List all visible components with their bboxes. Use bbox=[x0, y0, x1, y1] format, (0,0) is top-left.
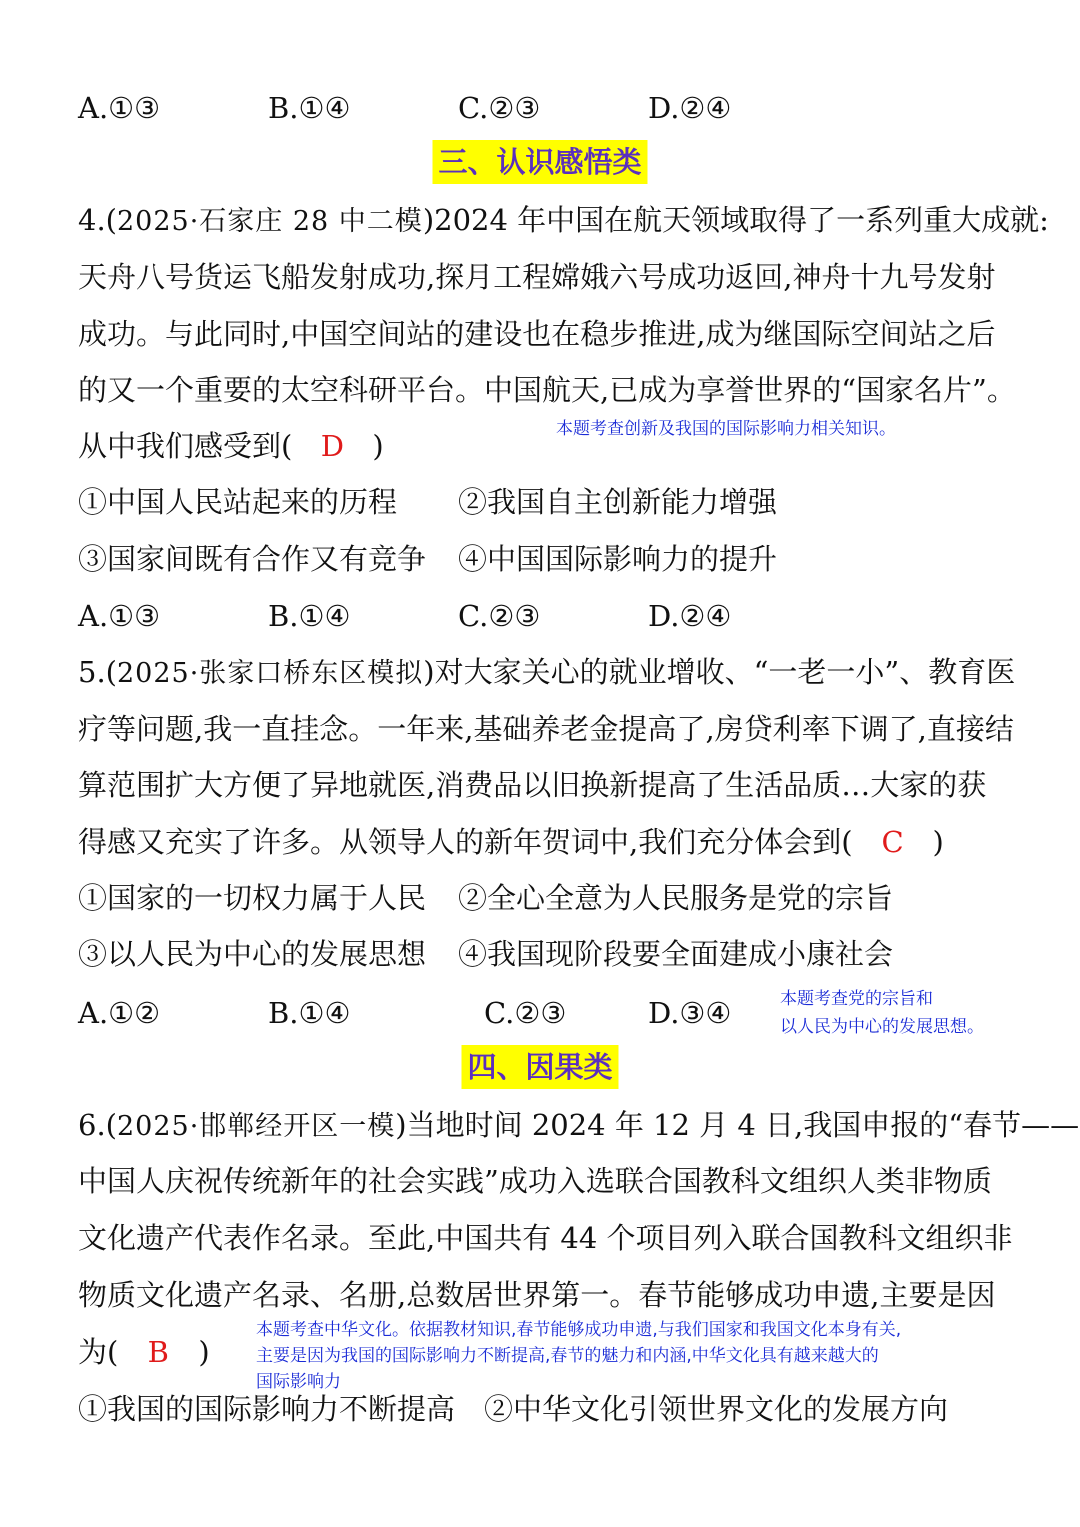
q4-line-1 bbox=[78, 202, 1049, 240]
q4-stem-end: 从中我们感受到( bbox=[78, 429, 293, 463]
q5-line-1-text: )对大家关心的就业增收、“一老一小”、教育医 bbox=[423, 655, 1016, 689]
q5-number: 5.( bbox=[78, 655, 117, 689]
q4-stem-close: ) bbox=[372, 429, 384, 463]
q4-item-2: ②我国自主创新能力增强 bbox=[458, 485, 778, 519]
q3-option-d: D.②④ bbox=[648, 91, 732, 125]
q6-line-1-text: )当地时间 2024 年 12 月 4 日,我国申报的“春节—— bbox=[395, 1108, 1080, 1142]
q5-option-a: A.①② bbox=[78, 996, 161, 1030]
q5-line-4 bbox=[78, 824, 944, 860]
q5-line-3: 算范围扩大方便了异地就医,消费品以旧换新提高了生活品质…大家的获 bbox=[78, 768, 987, 802]
q6-line-2: 中国人庆祝传统新年的社会实践”成功入选联合国教科文组织人类非物质 bbox=[78, 1164, 992, 1198]
q5-answer: C bbox=[881, 825, 904, 859]
q6-stem-end: 为( bbox=[78, 1335, 119, 1369]
q5-stem-close: ) bbox=[932, 825, 944, 859]
q6-source: 2025·邯郸经开区一模 bbox=[116, 1111, 396, 1142]
q6-item-2: ②中华文化引领世界文化的发展方向 bbox=[484, 1392, 949, 1426]
q6-line-3: 文化遗产代表作名录。至此,中国共有 44 个项目列入联合国教科文组织非 bbox=[78, 1221, 1013, 1255]
q6-item-1: ①我国的国际影响力不断提高 bbox=[78, 1392, 456, 1426]
q6-annotation-line-3: 国际影响力 bbox=[256, 1372, 341, 1392]
q6-answer: B bbox=[147, 1335, 169, 1369]
q3-option-b: B.①④ bbox=[268, 91, 351, 125]
q3-option-a: A.①③ bbox=[78, 91, 161, 125]
q4-option-c: C.②③ bbox=[458, 599, 541, 633]
q4-option-a: A.①③ bbox=[78, 599, 161, 633]
q5-stem-end: 得感又充实了许多。从领导人的新年贺词中,我们充分体会到( bbox=[78, 825, 853, 859]
q4-item-3: ③国家间既有合作又有竞争 bbox=[78, 542, 427, 576]
q5-source: 2025·张家口桥东区模拟 bbox=[116, 658, 424, 689]
q5-option-b: B.①④ bbox=[268, 996, 351, 1030]
q6-line-5 bbox=[78, 1334, 210, 1370]
q5-option-c: C.②③ bbox=[484, 996, 567, 1030]
q4-line-5 bbox=[78, 428, 384, 464]
q5-annotation-line-2: 以人民为中心的发展思想。 bbox=[780, 1017, 984, 1037]
q4-answer: D bbox=[320, 429, 344, 463]
q5-line-1 bbox=[78, 654, 1015, 692]
q5-line-2: 疗等问题,我一直挂念。一年来,基础养老金提高了,房贷利率下调了,直接结 bbox=[78, 712, 1014, 746]
q5-item-2: ②全心全意为人民服务是党的宗旨 bbox=[458, 881, 894, 915]
q4-option-d: D.②④ bbox=[648, 599, 732, 633]
q6-annotation-line-2: 主要是因为我国的国际影响力不断提高,春节的魅力和内涵,中华文化具有越来越大的 bbox=[256, 1346, 879, 1366]
q4-item-1: ①中国人民站起来的历程 bbox=[78, 485, 398, 519]
q3-option-c: C.②③ bbox=[458, 91, 541, 125]
q6-line-1 bbox=[78, 1107, 1079, 1145]
q5-annotation-line-1: 本题考查党的宗旨和 bbox=[780, 989, 933, 1009]
q4-annotation: 本题考查创新及我国的国际影响力相关知识。 bbox=[556, 419, 896, 439]
q5-item-3: ③以人民为中心的发展思想 bbox=[78, 937, 427, 971]
q5-item-4: ④我国现阶段要全面建成小康社会 bbox=[458, 937, 894, 971]
q6-number: 6.( bbox=[78, 1108, 117, 1142]
q4-item-4: ④中国国际影响力的提升 bbox=[458, 542, 778, 576]
q6-stem-close: ) bbox=[198, 1335, 210, 1369]
q4-source: 2025·石家庄 28 中二模 bbox=[116, 206, 423, 237]
q4-line-4: 的又一个重要的太空科研平台。中国航天,已成为享誉世界的“国家名片”。 bbox=[78, 373, 1016, 407]
q4-number: 4.( bbox=[78, 203, 117, 237]
q4-line-3: 成功。与此同时,中国空间站的建设也在稳步推进,成为继国际空间站之后 bbox=[78, 317, 996, 351]
q4-line-1-text: )2024 年中国在航天领域取得了一系列重大成就: bbox=[422, 203, 1049, 237]
q5-item-1: ①国家的一切权力属于人民 bbox=[78, 881, 427, 915]
section-heading-3: 三、认识感悟类 bbox=[432, 140, 647, 184]
section-heading-4: 四、因果类 bbox=[461, 1045, 618, 1089]
q4-option-b: B.①④ bbox=[268, 599, 351, 633]
q6-line-4: 物质文化遗产名录、名册,总数居世界第一。春节能够成功申遗,主要是因 bbox=[78, 1278, 996, 1312]
q4-line-2: 天舟八号货运飞船发射成功,探月工程嫦娥六号成功返回,神舟十九号发射 bbox=[78, 260, 996, 294]
q6-annotation-line-1: 本题考查中华文化。依据教材知识,春节能够成功申遗,与我们国家和我国文化本身有关, bbox=[256, 1320, 902, 1340]
q5-option-d: D.③④ bbox=[648, 996, 732, 1030]
